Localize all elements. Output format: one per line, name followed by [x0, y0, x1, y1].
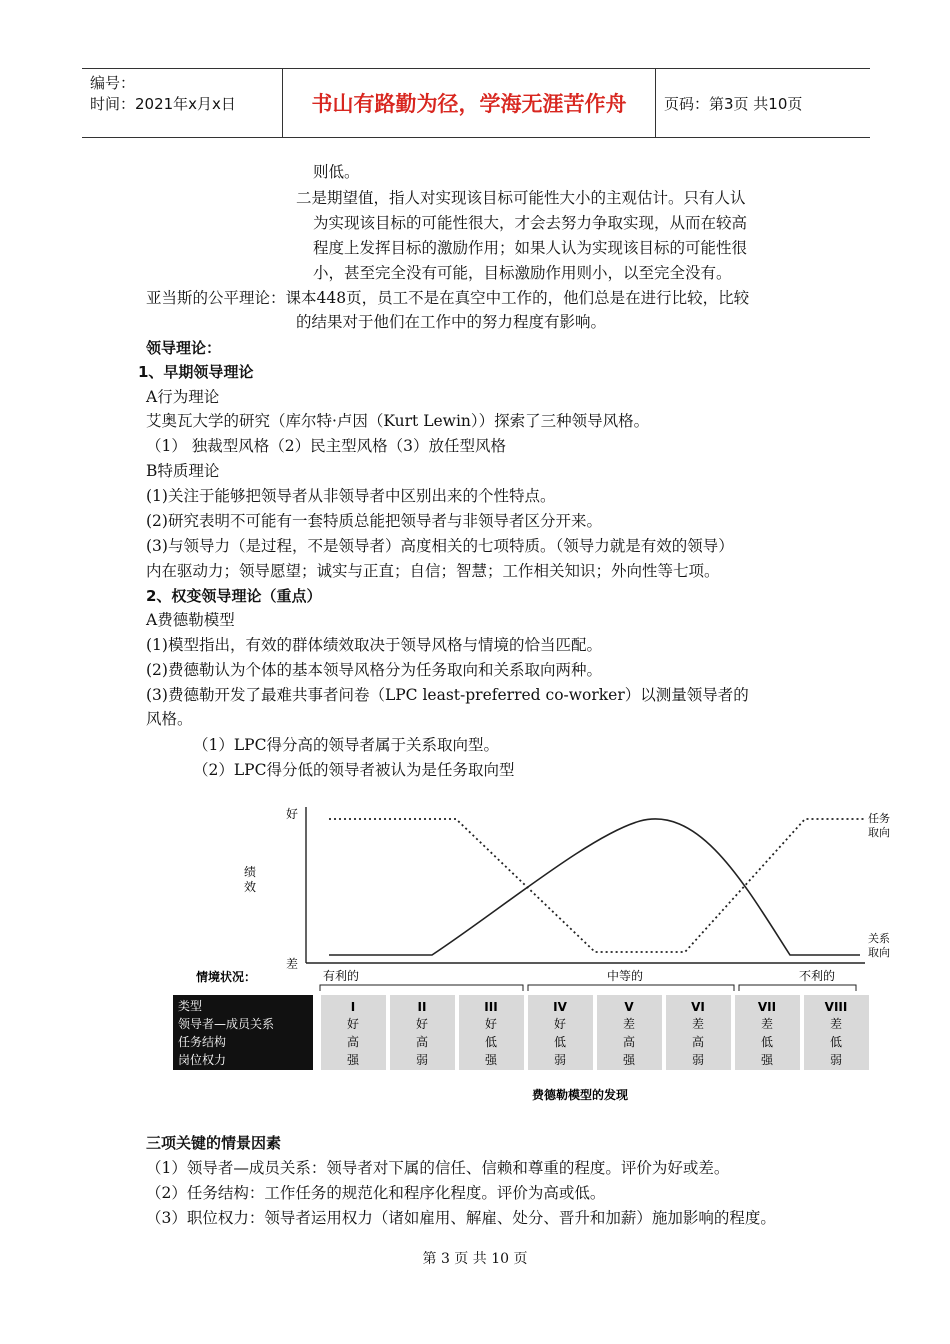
text-line: 风格。	[146, 710, 193, 728]
text-line: B特质理论	[146, 462, 220, 480]
text-line: 小，甚至完全没有可能，目标激励作用则小，以至完全没有。	[313, 264, 732, 282]
y-top-label: 好	[286, 807, 299, 821]
y-axis-label-2: 效	[244, 880, 257, 894]
svg-text:II: II	[417, 1000, 427, 1014]
section-heading: 三项关键的情景因素	[146, 1134, 282, 1152]
zone-unfavorable: 不利的	[799, 969, 836, 983]
series-rel-label-2: 取向	[868, 946, 890, 959]
section-heading: 1、早期领导理论	[138, 363, 254, 381]
text-line: （1）领导者—成员关系：领导者对下属的信任、信赖和尊重的程度。评价为好或差。	[146, 1159, 730, 1177]
svg-text:III: III	[484, 1000, 498, 1014]
svg-text:弱: 弱	[691, 1053, 705, 1067]
page-header	[82, 68, 870, 138]
doc-date-label: 时间：2021年x月x日	[90, 95, 236, 113]
zone-brace-moderate	[528, 985, 734, 991]
section-heading: 2、权变领导理论（重点）	[146, 587, 322, 605]
svg-text:低: 低	[829, 1035, 843, 1049]
zone-favorable: 有利的	[323, 969, 360, 983]
header-motto: 书山有路勤为径，学海无涯苦作舟	[282, 69, 656, 137]
text-line: A费德勒模型	[146, 611, 235, 629]
svg-text:VIII: VIII	[824, 1000, 848, 1014]
doc-number-label: 编号：	[90, 74, 136, 92]
svg-text:低: 低	[760, 1035, 774, 1049]
category-column	[390, 995, 455, 1070]
text-line: 亚当斯的公平理论：课本448页，员工不是在真空中工作的，他们总是在进行比较，比较	[146, 289, 750, 307]
category-column	[804, 995, 869, 1070]
text-line: （2）任务结构：工作任务的规范化和程序化程度。评价为高或低。	[146, 1184, 606, 1202]
series-task-orientation-line	[329, 819, 864, 952]
svg-text:好: 好	[346, 1017, 360, 1031]
text-line: 艾奥瓦大学的研究（库尔特·卢因（Kurt Lewin））探索了三种领导风格。	[146, 412, 650, 430]
text-line: （3）职位权力：领导者运用权力（诸如雇用、解雇、处分、晋升和加薪）施加影响的程度。	[146, 1209, 776, 1227]
svg-text:强: 强	[622, 1053, 636, 1067]
text-line: (3)与领导力（是过程，不是领导者）高度相关的七项特质。（领导力就是有效的领导）	[146, 537, 734, 555]
svg-text:低: 低	[484, 1035, 498, 1049]
fiedler-model-figure	[140, 795, 890, 1110]
svg-text:差: 差	[622, 1017, 636, 1031]
page-footer: 第 3 页 共 10 页	[422, 1251, 528, 1267]
svg-text:低: 低	[553, 1035, 567, 1049]
header-page-info: 页码：第3页 共10页	[664, 95, 803, 113]
zone-brace-unfavorable	[739, 985, 856, 991]
zone-moderate: 中等的	[607, 969, 644, 983]
series-relationship-orientation-line	[329, 819, 860, 955]
svg-text:差: 差	[829, 1017, 843, 1031]
row-label: 任务结构	[178, 1035, 227, 1049]
svg-text:高: 高	[346, 1035, 360, 1049]
text-line: 则低。	[313, 163, 360, 181]
svg-text:强: 强	[346, 1053, 360, 1067]
section-heading: 领导理论：	[146, 339, 222, 357]
svg-text:好: 好	[415, 1017, 429, 1031]
zone-brace-favorable	[320, 985, 523, 991]
y-bottom-label: 差	[286, 957, 299, 971]
text-line: （2）LPC得分低的领导者被认为是任务取向型	[193, 761, 515, 779]
figure-caption: 费德勒模型的发现	[531, 1088, 629, 1102]
svg-text:好: 好	[553, 1017, 567, 1031]
category-column	[528, 995, 593, 1070]
text-line: A行为理论	[146, 388, 220, 406]
category-column	[597, 995, 662, 1070]
row-label: 领导者—成员关系	[178, 1017, 275, 1031]
svg-text:IV: IV	[553, 1000, 567, 1014]
category-column	[321, 995, 386, 1070]
svg-text:好: 好	[484, 1017, 498, 1031]
category-column	[735, 995, 800, 1070]
series-task-label-1: 任务	[868, 812, 890, 825]
svg-text:强: 强	[484, 1053, 498, 1067]
text-line: (1)模型指出，有效的群体绩效取决于领导风格与情境的恰当匹配。	[146, 636, 602, 654]
y-axis-label-1: 绩	[244, 865, 257, 879]
text-line: （1） 独裁型风格（2）民主型风格（3）放任型风格	[146, 437, 507, 455]
svg-text:差: 差	[691, 1017, 705, 1031]
text-line: (2)费德勒认为个体的基本领导风格分为任务取向和关系取向两种。	[146, 661, 602, 679]
text-line: 内在驱动力；领导愿望；诚实与正直；自信；智慧；工作相关知识；外向性等七项。	[146, 562, 720, 580]
text-line: 的结果对于他们在工作中的努力程度有影响。	[296, 313, 607, 331]
text-line: 二是期望值，指人对实现该目标可能性大小的主观估计。只有人认	[296, 189, 746, 207]
text-line: 程度上发挥目标的激励作用；如果人认为实现该目标的可能性很	[313, 239, 748, 257]
svg-text:V: V	[624, 1000, 634, 1014]
row-label: 岗位权力	[178, 1053, 227, 1067]
text-line: (2)研究表明不可能有一套特质总能把领导者与非领导者区分开来。	[146, 512, 602, 530]
svg-text:VI: VI	[691, 1000, 705, 1014]
text-line: 为实现该目标的可能性很大，才会去努力争取实现，从而在较高	[313, 214, 748, 232]
svg-text:高: 高	[691, 1035, 705, 1049]
svg-text:VII: VII	[757, 1000, 777, 1014]
series-rel-label-1: 关系	[868, 932, 890, 945]
category-column	[459, 995, 524, 1070]
svg-text:弱: 弱	[829, 1053, 843, 1067]
text-line: (3)费德勒开发了最难共事者问卷（LPC least-preferred co-worker）以测量领导者的	[146, 686, 749, 704]
situation-label: 情境状况：	[196, 970, 257, 984]
header-left	[90, 73, 236, 115]
row-label: 类型	[178, 999, 203, 1013]
svg-text:弱: 弱	[415, 1053, 429, 1067]
series-task-label-2: 取向	[868, 826, 890, 839]
text-line: （1）LPC得分高的领导者属于关系取向型。	[193, 736, 499, 754]
category-column	[666, 995, 731, 1070]
svg-text:弱: 弱	[553, 1053, 567, 1067]
svg-text:高: 高	[415, 1035, 429, 1049]
text-line: (1)关注于能够把领导者从非领导者中区别出来的个性特点。	[146, 487, 556, 505]
svg-text:差: 差	[760, 1017, 774, 1031]
svg-text:强: 强	[760, 1053, 774, 1067]
svg-text:高: 高	[622, 1035, 636, 1049]
svg-text:I: I	[350, 1000, 356, 1014]
